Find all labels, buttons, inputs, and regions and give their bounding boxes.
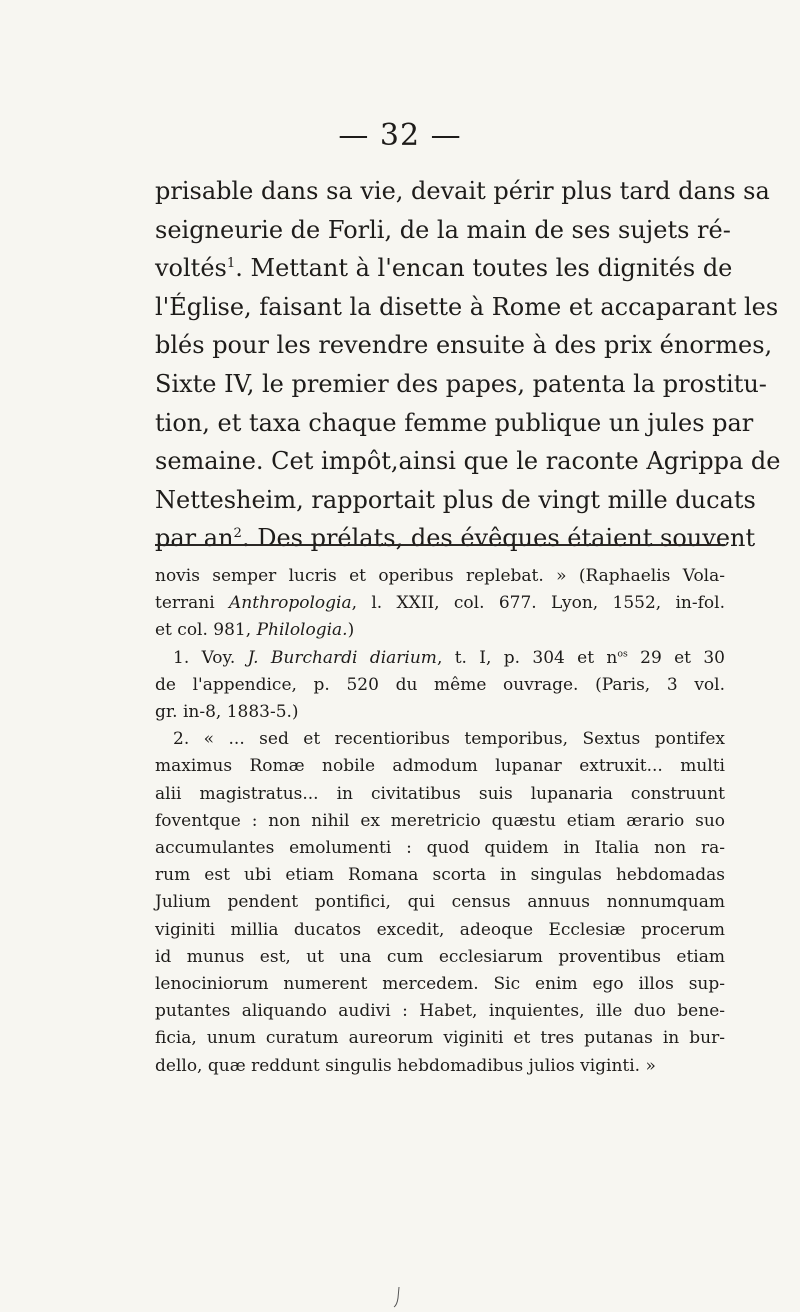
page-number: — 32 — (338, 118, 462, 153)
text-fragment: et col. 981, (155, 620, 257, 641)
text-fragment: , l. XXII, col. 677. Lyon, 1552, in-fol. (351, 593, 725, 614)
text-fragment: ) (347, 620, 355, 641)
text-fragment: voltés (155, 254, 227, 283)
superscript: os (617, 647, 628, 659)
footnote-line: ficia, unum curatum aureorum viginiti et tres putanas in bur- (155, 1028, 725, 1049)
text-fragment: , t. I, p. 304 et n (436, 647, 618, 668)
text-fragment: . Mettant à l'encan toutes les dignités de (235, 254, 733, 283)
main-text (155, 172, 781, 558)
footnote-2: 2. « ... sed et recentioribus temporibus, Sextus pontifex (173, 729, 725, 750)
text-line (155, 519, 756, 558)
footnote-line (155, 617, 725, 644)
text-line: blés pour les revendre ensuite à des prix énormes, (155, 331, 773, 360)
footnote-divider (155, 544, 725, 546)
text-line (155, 249, 733, 288)
text-line: tion, et taxa chaque femme publique un jules par (155, 408, 754, 437)
text-fragment: par an (155, 524, 234, 553)
footnote-line: rum est ubi etiam Romana scorta in singulas hebdomadas (155, 865, 725, 886)
footnote-line: id munus est, ut una cum ecclesiarum proventibus etiam (155, 946, 725, 967)
pencil-mark (393, 1286, 401, 1308)
text-line: Sixte IV, le premier des papes, patenta la prostitu- (155, 369, 767, 398)
text-line: Nettesheim, rapportait plus de vingt mille ducats (155, 485, 756, 514)
footnote-line: putantes aliquando audivi : Habet, inquientes, ille duo bene- (155, 1001, 725, 1022)
footnote-ref: 1 (226, 256, 236, 272)
text-line: l'Église, faisant la disette à Rome et accaparant les (155, 292, 779, 321)
book-title: Anthropologia (229, 593, 352, 614)
text-fragment: terrani (155, 593, 229, 614)
text-line: prisable dans sa vie, devait périr plus tard dans sa (155, 177, 770, 205)
footnote-line: alii magistratus... in civitatibus suis lupanaria construunt (155, 783, 725, 804)
footnote-line: lenociniorum numerent mercedem. Sic enim ego illos sup- (155, 974, 725, 995)
footnote-line: viginiti millia ducatos excedit, adeoque Ecclesiæ procerum (155, 919, 725, 940)
footnote-line (155, 590, 725, 617)
text-fragment: 29 et 30 (627, 647, 725, 668)
footnote-line: dello, quæ reddunt singulis hebdomadibus julios viginti. » (155, 1055, 656, 1076)
footnote-line: Julium pendent pontifici, qui census annuus nonnumquam (155, 892, 725, 913)
footnote-line: maximus Romæ nobile admodum lupanar extruxit... multi (155, 756, 725, 777)
footnote-line: accumulantes emolumenti : quod quidem in Italia non ra- (155, 838, 725, 859)
book-title: J. Burchardi diarium (247, 647, 437, 668)
footnote-line: de l'appendice, p. 520 du même ouvrage. (Paris, 3 vol. (155, 674, 725, 695)
footnote-line: gr. in-8, 1883-5.) (155, 702, 299, 723)
footnote-line: foventque : non nihil ex meretricio quæstu etiam ærario suo (155, 810, 725, 831)
text-fragment: . Des prélats, des évêques étaient souvent (241, 524, 756, 553)
footnotes (155, 563, 725, 1080)
text-line: seigneurie de Forli, de la main de ses sujets ré- (155, 215, 731, 244)
footnote-1 (155, 645, 725, 672)
text-fragment: 1. Voy. (173, 647, 248, 668)
footnote-line: novis semper lucris et operibus replebat. » (Raphaelis Vola- (155, 566, 725, 586)
footnote-ref: 2 (233, 526, 242, 542)
book-title: Philologia. (256, 620, 348, 641)
text-line: semaine. Cet impôt,ainsi que le raconte Agrippa de (155, 447, 781, 476)
